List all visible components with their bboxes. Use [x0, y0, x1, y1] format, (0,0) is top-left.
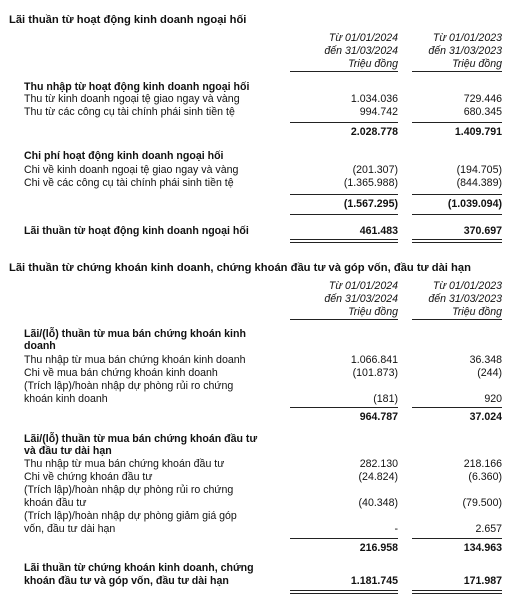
invest-row-value-2023: 218.166 [463, 458, 502, 470]
income-heading: Thu nhập từ hoạt động kinh doanh ngoại hối [24, 81, 250, 93]
trading-total-2023: 37.024 [469, 411, 502, 423]
expense-heading: Chi phí hoạt động kinh doanh ngoại hối [24, 150, 224, 162]
subtotal-rule [290, 194, 398, 195]
trading-heading-line1: Lãi/(lỗ) thuần từ mua bán chứng khoán kinh [24, 328, 246, 340]
trading-row-value-2024: (101.873) [352, 367, 398, 379]
subtotal-rule [412, 407, 502, 408]
col-header-line: đến 31/03/2023 [428, 293, 502, 305]
invest-heading-line2: và đầu tư dài hạn [24, 445, 112, 457]
invest-row-value-2024: (24.824) [358, 471, 398, 483]
subtotal-rule [290, 122, 398, 123]
invest-row-value-2024: 282.130 [359, 458, 398, 470]
trading-row-value-2024: (181) [373, 393, 398, 405]
col-header-unit: Triệu đồng [452, 58, 502, 70]
trading-heading-line2: doanh [24, 340, 56, 352]
invest-row-value-2024: - [394, 523, 398, 535]
income-row-label: Thu từ các công cụ tài chính phái sinh tiền tệ [24, 106, 235, 118]
income-row-value-2023: 729.446 [463, 93, 502, 105]
section1-column-header-2023 [428, 32, 502, 71]
expense-row-value-2024: (1.365.988) [343, 177, 398, 189]
section2-title: Lãi thuần từ chứng khoán kinh doanh, chứng khoán đầu tư và góp vốn, đầu tư dài hạn [9, 262, 471, 274]
col-header-underline [290, 71, 398, 72]
expense-row-label: Chi về các công cụ tài chính phái sinh tiền tệ [24, 177, 234, 189]
total-double-rule [290, 239, 398, 243]
section2-net-label-line1: Lãi thuần từ chứng khoán kinh doanh, chứng [24, 562, 254, 574]
section2-column-header-2024 [324, 280, 398, 319]
invest-row-label: Chi về chứng khoán đầu tư [24, 471, 153, 483]
income-total-2024: 2.028.778 [350, 126, 398, 138]
expense-total-2023: (1.039.094) [447, 198, 502, 210]
col-header-underline [290, 319, 398, 320]
section2-net-label-line2: khoán đầu tư và góp vốn, đầu tư dài hạn [24, 575, 229, 587]
section2-net-2023: 171.987 [463, 575, 502, 587]
section1-net-2023: 370.697 [463, 225, 502, 237]
trading-row-label: (Trích lập)/hoàn nhập dự phòng rủi ro chứng [24, 380, 234, 392]
trading-row-value-2023: 920 [484, 393, 502, 405]
subtotal-rule [412, 538, 502, 539]
col-header-underline [412, 319, 502, 320]
subtotal-rule [290, 538, 398, 539]
trading-row-value-2024: 1.066.841 [350, 354, 398, 366]
invest-total-2024: 216.958 [359, 542, 398, 554]
income-row-value-2024: 994.742 [359, 106, 398, 118]
income-row-value-2023: 680.345 [463, 106, 502, 118]
section2-column-header-2023 [428, 280, 502, 319]
section1-net-2024: 461.483 [359, 225, 398, 237]
section2-net-2024: 1.181.745 [350, 575, 398, 587]
trading-row-label-cont: khoán kinh doanh [24, 393, 108, 405]
invest-row-label: (Trích lập)/hoàn nhập dự phòng giảm giá góp [24, 510, 237, 522]
trading-total-2024: 964.787 [359, 411, 398, 423]
invest-heading-line1: Lãi/(lỗ) thuần từ mua bán chứng khoán đầu tư [24, 433, 258, 445]
subtotal-rule [290, 214, 398, 215]
subtotal-rule [290, 407, 398, 408]
col-header-line: Từ 01/01/2023 [432, 280, 502, 292]
trading-row-label: Thu nhập từ mua bán chứng khoán kinh doanh [24, 354, 246, 366]
col-header-unit: Triệu đồng [348, 58, 398, 70]
col-header-line: đến 31/03/2024 [324, 293, 398, 305]
expense-row-value-2024: (201.307) [352, 164, 398, 176]
income-row-value-2024: 1.034.036 [350, 93, 398, 105]
col-header-unit: Triệu đồng [452, 306, 502, 318]
expense-total-2024: (1.567.295) [343, 198, 398, 210]
invest-row-value-2023: (79.500) [462, 497, 502, 509]
section1-net-label: Lãi thuần từ hoạt động kinh doanh ngoại hối [24, 225, 249, 237]
section1-column-header-2024 [324, 32, 398, 71]
income-total-2023: 1.409.791 [454, 126, 502, 138]
total-double-rule [412, 590, 502, 594]
col-header-line: Từ 01/01/2023 [432, 32, 502, 44]
col-header-line: Từ 01/01/2024 [328, 32, 398, 44]
total-double-rule [290, 590, 398, 594]
expense-row-value-2023: (844.389) [456, 177, 502, 189]
col-header-line: Từ 01/01/2024 [328, 280, 398, 292]
subtotal-rule [412, 194, 502, 195]
trading-row-value-2023: 36.348 [469, 354, 502, 366]
invest-row-value-2024: (40.348) [358, 497, 398, 509]
section1-title: Lãi thuần từ hoạt động kinh doanh ngoại hối [9, 14, 247, 26]
col-header-underline [412, 71, 502, 72]
col-header-unit: Triệu đồng [348, 306, 398, 318]
invest-row-value-2023: 2.657 [475, 523, 502, 535]
trading-row-label: Chi về mua bán chứng khoán kinh doanh [24, 367, 218, 379]
col-header-line: đến 31/03/2024 [324, 45, 398, 57]
invest-row-value-2023: (6.360) [468, 471, 502, 483]
income-row-label: Thu từ kinh doanh ngoại tệ giao ngay và vàng [24, 93, 240, 105]
invest-total-2023: 134.963 [463, 542, 502, 554]
total-double-rule [412, 239, 502, 243]
invest-row-label-cont: khoán đầu tư [24, 497, 87, 509]
subtotal-rule [412, 214, 502, 215]
invest-row-label: Thu nhập từ mua bán chứng khoán đầu tư [24, 458, 225, 470]
invest-row-label: (Trích lập)/hoàn nhập dự phòng rủi ro chứng [24, 484, 234, 496]
trading-row-value-2023: (244) [477, 367, 502, 379]
expense-row-value-2023: (194.705) [456, 164, 502, 176]
col-header-line: đến 31/03/2023 [428, 45, 502, 57]
subtotal-rule [412, 122, 502, 123]
expense-row-label: Chi về kinh doanh ngoại tệ giao ngay và vàng [24, 164, 239, 176]
invest-row-label-cont: vốn, đầu tư dài hạn [24, 523, 116, 535]
